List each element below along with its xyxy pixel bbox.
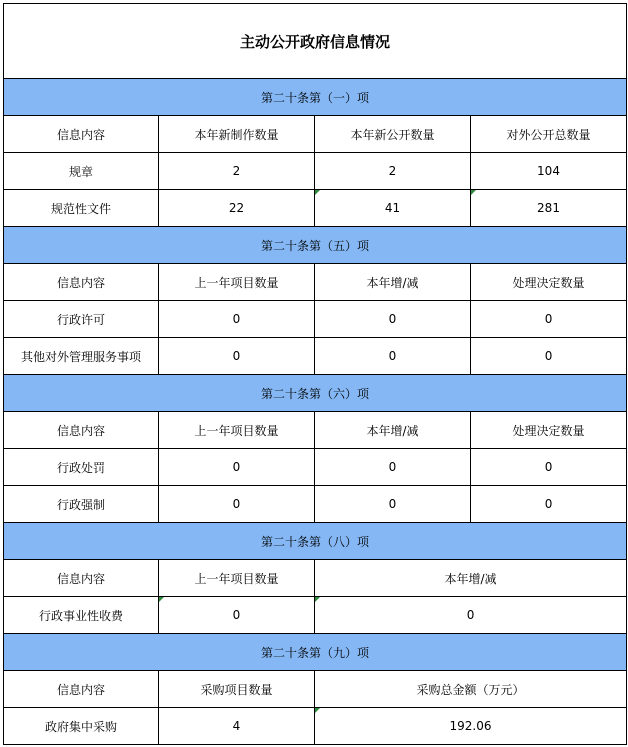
header-cell: 本年增/减	[315, 560, 627, 597]
cell-value-with-marker	[315, 597, 627, 634]
header-cell: 采购总金额（万元）	[315, 671, 627, 708]
comment-marker-icon	[471, 190, 476, 195]
cell-value: 22	[159, 190, 315, 227]
cell-value: 0	[315, 338, 471, 375]
cell-value: 2	[159, 153, 315, 190]
cell-value: 0	[315, 449, 471, 486]
table-row	[4, 301, 627, 338]
section-heading-4: 第二十条第（八）项	[4, 523, 627, 560]
section-heading-1: 第二十条第（一）项	[4, 79, 627, 116]
header-cell: 本年增/减	[315, 264, 471, 301]
row-label: 规章	[4, 153, 159, 190]
header-cell: 采购项目数量	[159, 671, 315, 708]
cell-value: 0	[315, 486, 471, 523]
comment-marker-icon	[315, 708, 320, 713]
row-label: 政府集中采购	[4, 708, 159, 745]
header-cell: 上一年项目数量	[159, 412, 315, 449]
comment-marker-icon	[159, 597, 164, 602]
cell-value: 0	[471, 486, 627, 523]
cell-value: 0	[471, 449, 627, 486]
cell-text: 0	[466, 608, 475, 622]
section-heading-5: 第二十条第（九）项	[4, 634, 627, 671]
row-label: 规范性文件	[4, 190, 159, 227]
header-cell: 上一年项目数量	[159, 560, 315, 597]
cell-value: 0	[159, 301, 315, 338]
table-title: 主动公开政府信息情况	[4, 4, 627, 79]
section-heading-3: 第二十条第（六）项	[4, 375, 627, 412]
header-cell: 信息内容	[4, 671, 159, 708]
row-label: 行政事业性收费	[4, 597, 159, 634]
table-row	[4, 708, 627, 745]
disclosure-table	[3, 3, 627, 745]
header-cell: 信息内容	[4, 560, 159, 597]
table-row	[4, 338, 627, 375]
cell-value: 0	[471, 301, 627, 338]
header-cell: 本年新制作数量	[159, 116, 315, 153]
header-cell: 本年增/减	[315, 412, 471, 449]
row-label: 行政许可	[4, 301, 159, 338]
table-row	[4, 153, 627, 190]
cell-value: 104	[471, 153, 627, 190]
cell-text: 0	[232, 608, 241, 622]
cell-value: 0	[159, 449, 315, 486]
cell-value-with-marker	[315, 708, 627, 745]
cell-value: 0	[315, 301, 471, 338]
header-cell: 对外公开总数量	[471, 116, 627, 153]
header-cell: 信息内容	[4, 264, 159, 301]
cell-value: 2	[315, 153, 471, 190]
table-row	[4, 190, 627, 227]
cell-text: 281	[537, 201, 560, 215]
header-cell: 信息内容	[4, 116, 159, 153]
cell-value: 0	[159, 338, 315, 375]
cell-text: 192.06	[449, 719, 492, 733]
cell-value-with-marker	[471, 190, 627, 227]
table-row	[4, 486, 627, 523]
cell-value-with-marker	[159, 597, 315, 634]
header-cell: 本年新公开数量	[315, 116, 471, 153]
cell-value: 0	[159, 486, 315, 523]
header-cell: 处理决定数量	[471, 412, 627, 449]
header-cell: 上一年项目数量	[159, 264, 315, 301]
table-row	[4, 449, 627, 486]
cell-value: 0	[471, 338, 627, 375]
row-label: 行政处罚	[4, 449, 159, 486]
table-row	[4, 597, 627, 634]
header-cell: 处理决定数量	[471, 264, 627, 301]
comment-marker-icon	[315, 597, 320, 602]
cell-text: 41	[384, 201, 401, 215]
cell-value-with-marker	[315, 190, 471, 227]
comment-marker-icon	[315, 190, 320, 195]
section-heading-2: 第二十条第（五）项	[4, 227, 627, 264]
row-label: 其他对外管理服务事项	[4, 338, 159, 375]
cell-value: 4	[159, 708, 315, 745]
header-cell: 信息内容	[4, 412, 159, 449]
row-label: 行政强制	[4, 486, 159, 523]
